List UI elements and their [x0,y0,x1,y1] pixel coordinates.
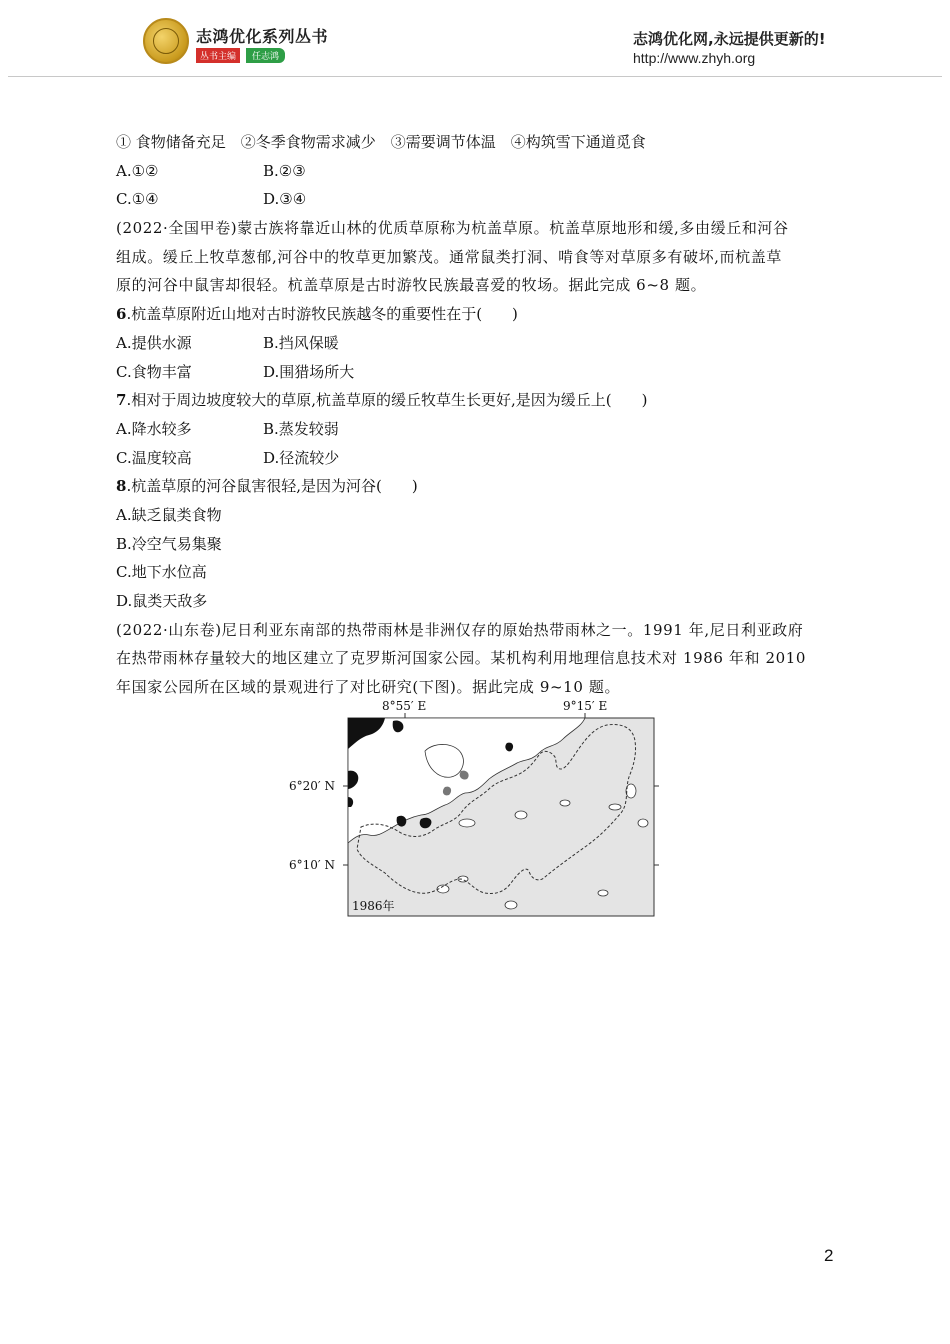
q8-stem [116,472,830,501]
question-number: 7 [116,391,127,410]
q6-stem [116,300,830,329]
option: D.③④ [263,190,307,209]
landscape-map-1986 [285,697,665,922]
option: B.挡风保暖 [263,333,339,352]
option: B.冷空气易集聚 [116,534,222,553]
passage-cross-river [116,616,830,702]
question-text: .杭盖草原附近山地对古时游牧民族越冬的重要性在于( ) [126,305,518,324]
question-number: 8 [116,477,127,496]
island [505,901,517,909]
publisher-logo-icon [143,18,189,64]
q7-options-row-1 [116,415,830,444]
passage-line: 年国家公园所在区域的景观进行了对比研究(下图)。据此完成 9~10 题。 [116,678,621,697]
island [515,811,527,819]
lon-label: 9°15′ E [563,699,608,713]
page-header [0,0,950,80]
q7-stem [116,386,830,415]
question-text: .相对于周边坡度较大的草原,杭盖草原的缓丘牧草生长更好,是因为缓丘上( ) [126,391,648,410]
map-year-label: 1986年 [352,899,395,913]
q5-options-row-1 [116,157,830,186]
passage-line: 在热带雨林存量较大的地区建立了克罗斯河国家公园。某机构利用地理信息技术对 1986 年和 2010 [116,649,807,668]
header-url[interactable]: http://www.zhyh.org [633,50,756,66]
lat-label: 6°20′ N [289,779,335,793]
option: D.径流较少 [263,448,340,467]
page-content [116,128,830,702]
header-divider [8,76,942,77]
island [459,819,475,827]
option: C.①④ [116,190,159,209]
island [638,819,648,827]
option: A.缺乏鼠类食物 [116,505,222,524]
passage-line: 组成。缓丘上牧草葱郁,河谷中的牧草更加繁茂。通常鼠类打洞、啃食等对草原多有破坏,而杭盖草 [116,247,782,266]
q5-statements: ① 食物储备充足 ②冬季食物需求减少 ③需要调节体温 ④构筑雪下通道觅食 [116,133,646,151]
passage-source: (2022·山东卷) [116,620,222,639]
option: C.食物丰富 [116,362,192,381]
header-slogan: 志鸿优化网,永远提供更新的! [633,30,826,48]
passage-hanggai [116,214,830,300]
island [560,800,570,806]
passage-source: (2022·全国甲卷) [116,219,238,238]
question-number: 6 [116,305,127,324]
logo-emblem-icon [153,28,179,54]
question-text: .杭盖草原的河谷鼠害很轻,是因为河谷( ) [126,477,418,496]
option: A.降水较多 [116,419,192,438]
option: A.①② [116,161,159,180]
q5-options-row-2 [116,185,830,214]
passage-line: 蒙古族将靠近山林的优质草原称为杭盖草原。杭盖草原地形和缓,多由缓丘和河谷 [237,219,789,238]
island [609,804,621,810]
page-number: 2 [824,1246,834,1265]
lat-label: 6°10′ N [289,858,335,872]
q7-options-row-2 [116,444,830,473]
editor-label: 丛书主编 [196,48,240,63]
q6-options-row-1 [116,329,830,358]
editor-name: 任志鸿 [246,48,285,63]
island [598,890,608,896]
lon-label: 8°55′ E [382,699,427,713]
island [437,885,449,893]
option: B.蒸发较弱 [263,419,339,438]
option: C.温度较高 [116,448,192,467]
passage-line: 原的河谷中鼠害却很轻。杭盖草原是古时游牧民族最喜爱的牧场。据此完成 6~8 题。 [116,276,707,295]
option: B.②③ [263,161,306,180]
q6-options-row-2 [116,358,830,387]
option: D.鼠类天敌多 [116,592,208,610]
option: A.提供水源 [116,333,192,352]
option: D.围猎场所大 [263,362,355,381]
island [626,784,636,798]
series-title: 志鸿优化系列丛书 [196,27,329,46]
passage-line: 尼日利亚东南部的热带雨林是非洲仅存的原始热带雨林之一。1991 年,尼日利亚政府 [221,620,804,639]
option: C.地下水位高 [116,563,207,582]
